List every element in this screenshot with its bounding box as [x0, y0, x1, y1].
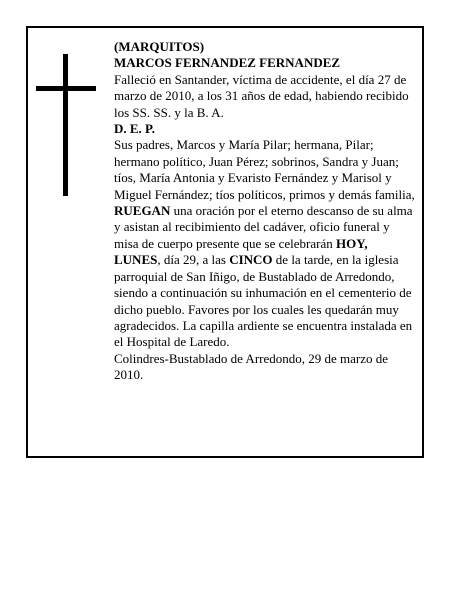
request-part-2: , día 29, a las: [157, 252, 230, 268]
cross-horizontal-bar: [36, 86, 96, 91]
request-part-3: de la tarde, en la iglesia parroquial de San Iñigo, de Bustablado de Arredondo, siendo a continuación su inhumación en el cementerio de dicho pueblo. Favores por los cuales les quedarán muy agradecidos. La capilla ardiente se encuentra instalada en el Hospital de Laredo.: [114, 252, 413, 350]
cross-vertical-bar: [63, 54, 68, 196]
cross-icon: [36, 54, 96, 196]
family-list: Sus padres, Marcos y María Pilar; hermana, Pilar; hermano político, Juan Pérez; sobrinos, Sandra y Juan; tíos, María Antonia y Evaristo Fernández y Marisol y Miguel Fernández; tíos políticos, primos y demás familia,: [114, 137, 415, 202]
request-part-1: una oración por el eterno descanso de su alma y asistan al recibimiento del cadáver, oficio funeral y misa de cuerpo presente que se celebrarán: [114, 203, 413, 251]
cinco-word: CINCO: [229, 252, 273, 268]
nickname: (MARQUITOS): [114, 39, 205, 54]
deceased-name: MARCOS FERNANDEZ FERNANDEZ: [114, 55, 341, 71]
dep-line: D. E. P.: [114, 121, 156, 137]
hoy-lunes: HOY, LUNES: [114, 235, 368, 268]
obituary-text: [114, 39, 416, 384]
ruegan-word: RUEGAN: [114, 203, 171, 219]
funeral-request: [114, 203, 416, 351]
death-announcement: Falleció en Santander, víctima de accidente, el día 27 de marzo de 2010, a los 31 años de edad, habiendo recibido los SS. SS. y la B. A.: [114, 71, 409, 120]
place-date: Colindres-Bustablado de Arredondo, 29 de marzo de 2010.: [114, 350, 389, 383]
